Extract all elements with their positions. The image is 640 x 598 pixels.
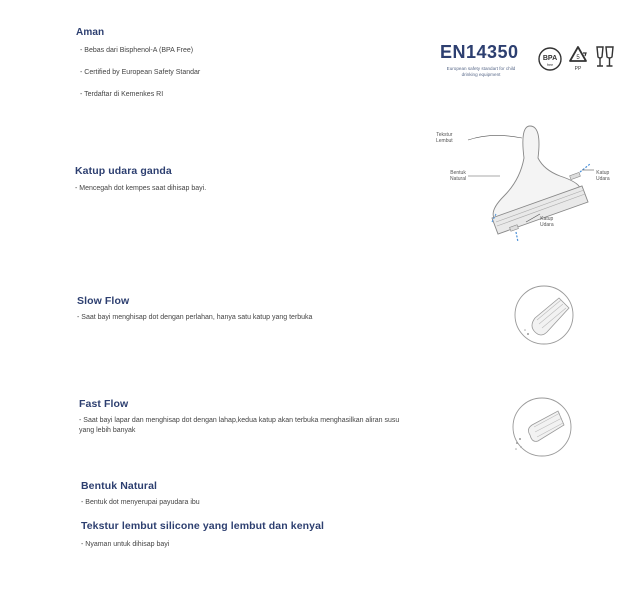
bullet-kemenkes: - Terdaftar di Kemenkes RI bbox=[80, 90, 163, 100]
bullet-fast-flow: - Saat bayi lapar dan menghisap dot dengan lahap,kedua katup akan terbuka menghasilkan aliran susu yang lebih banyak bbox=[79, 416, 409, 436]
bullet-katup: - Mencegah dot kempes saat dihisap bayi. bbox=[75, 184, 206, 194]
bpa-text: BPA bbox=[542, 55, 558, 62]
recycle-text: PP bbox=[574, 66, 582, 72]
nipple-illustration bbox=[432, 118, 632, 248]
section-title-bentuk-natural: Bentuk Natural bbox=[81, 480, 158, 492]
recycle-number: 5 bbox=[576, 55, 580, 61]
label-bentuk-natural: Bentuk Natural bbox=[450, 170, 467, 182]
recycle-pp-icon bbox=[566, 44, 590, 79]
section-title-aman: Aman bbox=[76, 27, 105, 38]
section-title-tekstur: Tekstur lembut silicone yang lembut dan kenyal bbox=[81, 520, 325, 532]
fast-flow-bottle-icon bbox=[508, 395, 572, 464]
standard-code: EN14350 bbox=[440, 42, 519, 62]
bullet-slow-flow: - Saat bayi menghisap dot dengan perlahan, hanya satu katup yang terbuka bbox=[77, 313, 312, 323]
bullet-tekstur: - Nyaman untuk dihisap bayi bbox=[81, 540, 169, 550]
section-title-katup: Katup udara ganda bbox=[75, 165, 172, 177]
food-safe-glass-icon bbox=[594, 44, 616, 77]
label-katup-udara-bottom: Katup Udara bbox=[540, 216, 554, 228]
slow-flow-bottle-icon bbox=[511, 284, 577, 351]
bpa-free-icon bbox=[537, 46, 563, 77]
label-katup-udara-right: Katup Udara bbox=[596, 170, 610, 182]
standard-description: European safety standart for child drinking equipment bbox=[446, 66, 516, 77]
bpa-sub-text: free bbox=[546, 63, 554, 67]
nipple-diagram bbox=[432, 118, 632, 248]
section-title-slow-flow: Slow Flow bbox=[77, 295, 130, 307]
section-title-fast-flow: Fast Flow bbox=[79, 398, 129, 410]
bullet-bentuk-natural: - Bentuk dot menyerupai payudara ibu bbox=[81, 498, 200, 508]
label-tekstur-lembut: Tekstur Lembut bbox=[436, 132, 453, 144]
bullet-bpa-free: - Bebas dari Bisphenol-A (BPA Free) bbox=[80, 46, 193, 56]
bullet-certified: - Certified by European Safety Standar bbox=[80, 68, 200, 78]
